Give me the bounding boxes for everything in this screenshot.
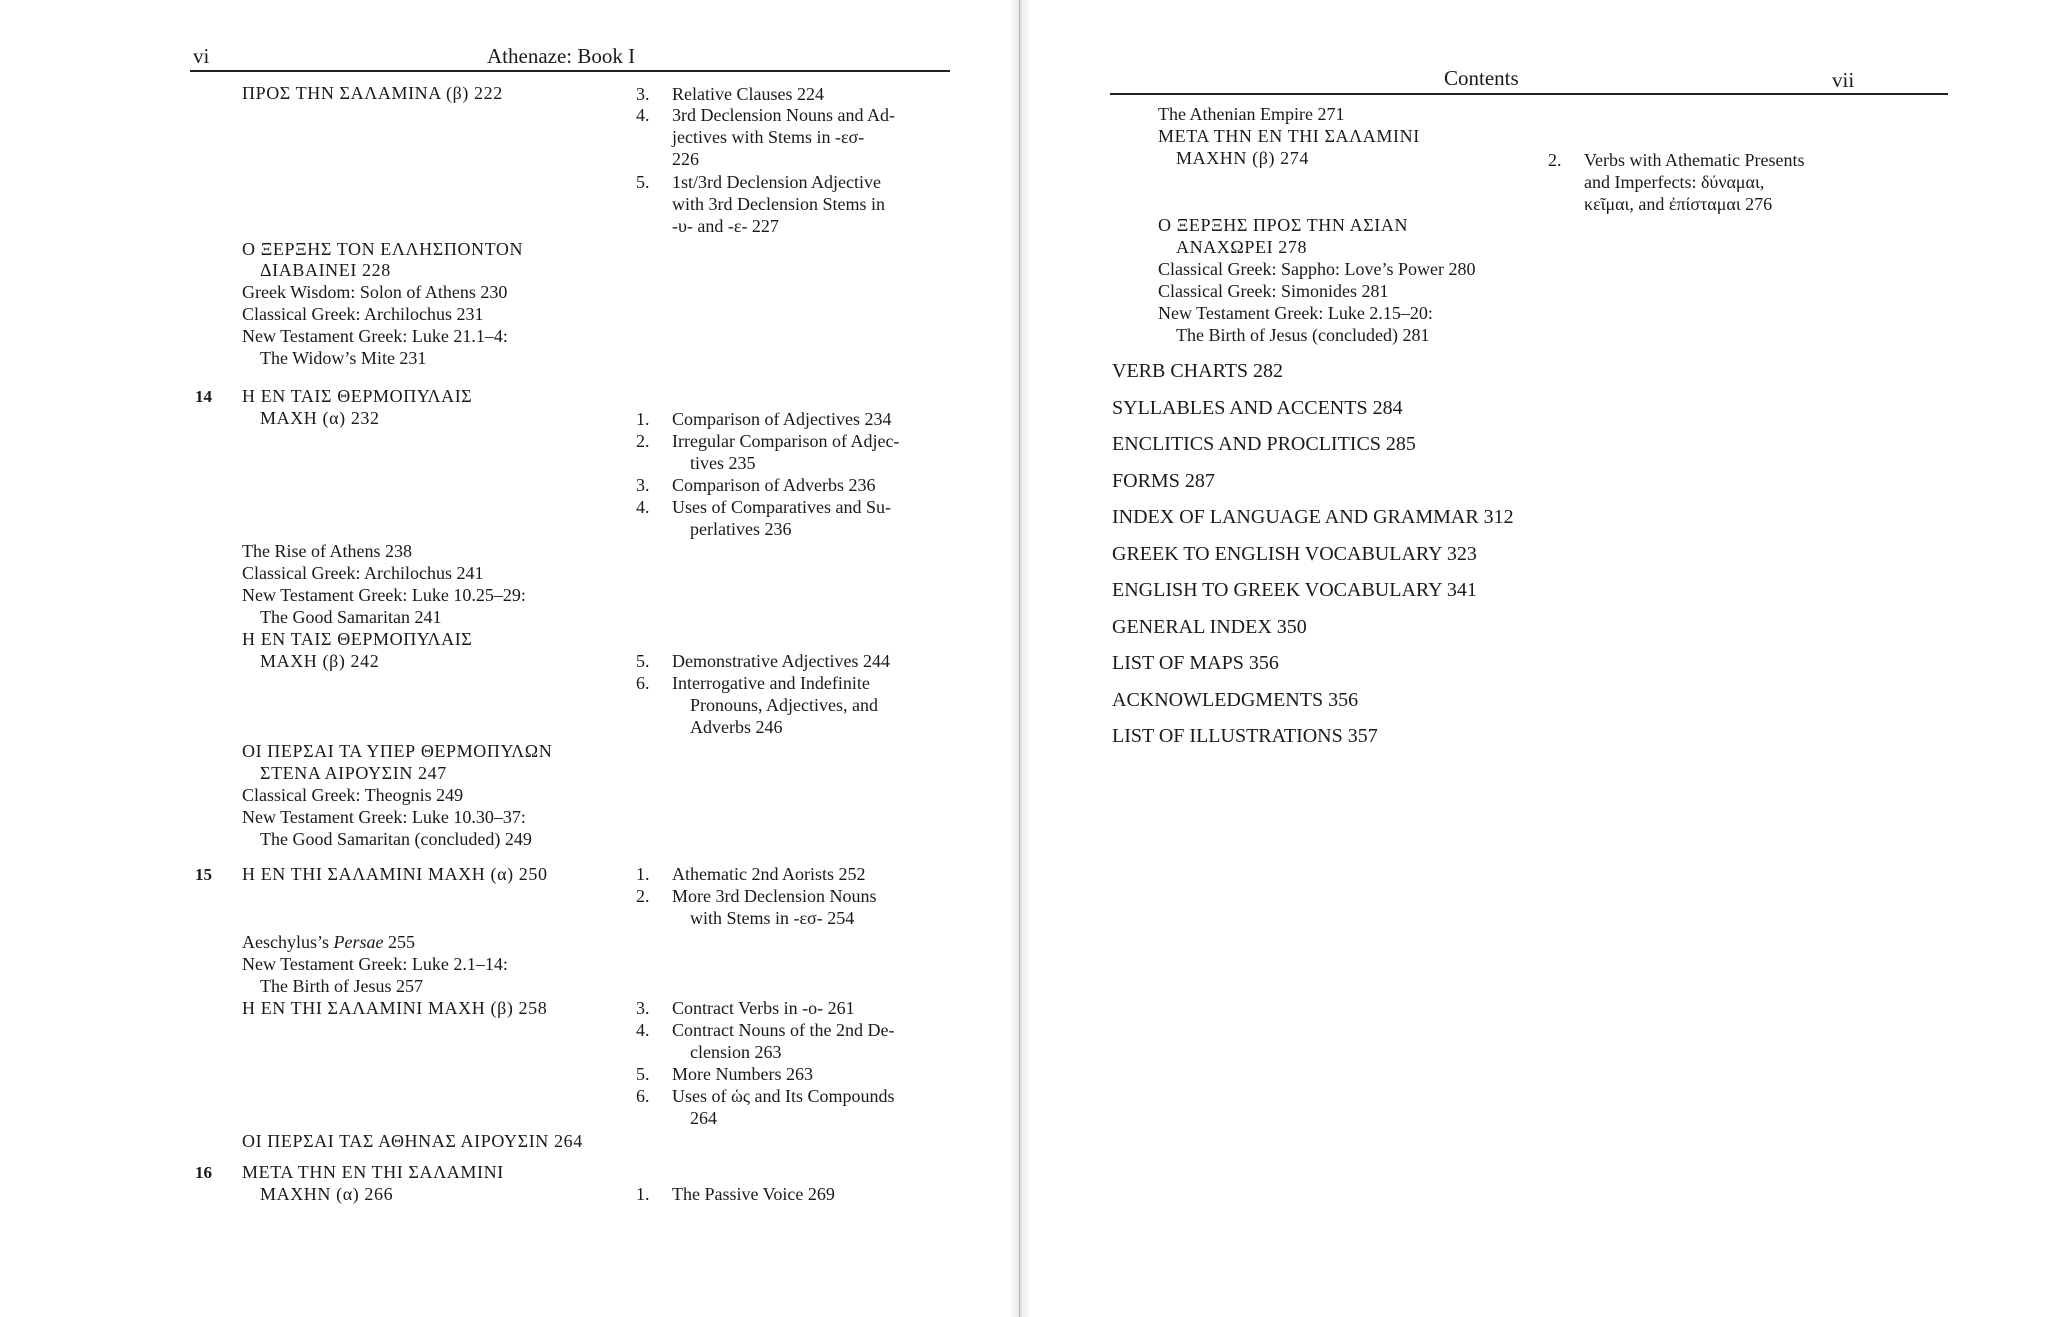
toc-entry: Greek Wisdom: Solon of Athens 230 [242, 282, 508, 302]
toc-entry: Classical Greek: Archilochus 241 [242, 563, 484, 583]
toc-entry: The Birth of Jesus (concluded) 281 [1176, 325, 1430, 345]
toc-entry: ΣΤΕΝΑ ΑΙΡΟΥΣΙΝ 247 [260, 763, 447, 783]
toc-entry: ΜΕΤΑ ΤΗΝ ΕΝ ΤΗΙ ΣΑΛΑΜΙΝΙ [242, 1162, 504, 1182]
toc-entry: The Rise of Athens 238 [242, 541, 412, 561]
grammar-entry: 4. Uses of Comparatives and Su- [636, 497, 891, 517]
back-matter-greek-english: GREEK TO ENGLISH VOCABULARY 323 [1112, 543, 1477, 565]
toc-entry: ΜΕΤΑ ΤΗΝ ΕΝ ΤΗΙ ΣΑΛΑΜΙΝΙ [1158, 126, 1420, 146]
grammar-entry: 2. Irregular Comparison of Adjec- [636, 431, 900, 451]
toc-entry: ΔΙΑΒΑΙΝΕΙ 228 [260, 260, 391, 280]
toc-entry: ΟΙ ΠΕΡΣΑΙ ΤΑ ΥΠΕΡ ΘΕΡΜΟΠΥΛΩΝ [242, 741, 553, 761]
toc-entry: Classical Greek: Simonides 281 [1158, 281, 1389, 301]
toc-entry: Η ΕΝ ΤΑΙΣ ΘΕΡΜΟΠΥΛΑΙΣ [242, 629, 473, 649]
grammar-entry: 1. Athematic 2nd Aorists 252 [636, 864, 866, 884]
grammar-entry: 3. Relative Clauses 224 [636, 84, 824, 104]
grammar-entry: 6. Uses of ὡς and Its Compounds [636, 1086, 895, 1106]
back-matter-acknowledgments: ACKNOWLEDGMENTS 356 [1112, 689, 1359, 711]
chapter-number-16: 16 [195, 1163, 212, 1182]
back-matter-syllables-accents: SYLLABLES AND ACCENTS 284 [1112, 397, 1403, 419]
toc-entry: Η ΕΝ ΤΑΙΣ ΘΕΡΜΟΠΥΛΑΙΣ [242, 386, 473, 406]
grammar-entry: 5. More Numbers 263 [636, 1064, 813, 1084]
page-number-vi: vi [193, 44, 210, 68]
book-gutter [1010, 0, 1030, 1317]
grammar-entry-line: jectives with Stems in -εσ- [672, 127, 865, 147]
toc-entry: ΜΑΧΗ (β) 242 [260, 651, 380, 671]
back-matter-enclitics: ENCLITICS AND PROCLITICS 285 [1112, 433, 1416, 455]
toc-entry: Η ΕΝ ΤΗΙ ΣΑΛΑΜΙΝΙ ΜΑΧΗ (α) 250 [242, 864, 548, 884]
grammar-entry: 1. The Passive Voice 269 [636, 1184, 835, 1204]
toc-entry-text: Aeschylus’s [242, 932, 334, 952]
grammar-entry-line: clension 263 [690, 1042, 782, 1062]
left-page [0, 0, 1010, 1317]
toc-entry: The Birth of Jesus 257 [260, 976, 423, 996]
grammar-entry-line: Adverbs 246 [690, 717, 783, 737]
grammar-entry: 3. Comparison of Adverbs 236 [636, 475, 876, 495]
grammar-entry-line: κεῖμαι, and ἐπίσταμαι 276 [1584, 194, 1773, 214]
toc-entry: ΜΑΧΗΝ (β) 274 [1176, 148, 1309, 168]
toc-entry: Η ΕΝ ΤΗΙ ΣΑΛΑΜΙΝΙ ΜΑΧΗ (β) 258 [242, 998, 548, 1018]
toc-entry: Ο ΞΕΡΞΗΣ ΠΡΟΣ ΤΗΝ ΑΣΙΑΝ [1158, 215, 1409, 235]
toc-entry: New Testament Greek: Luke 10.30–37: [242, 807, 526, 827]
grammar-entry-line: with 3rd Declension Stems in [672, 194, 885, 214]
grammar-entry-line: tives 235 [690, 453, 756, 473]
grammar-entry: 2. Verbs with Athematic Presents [1548, 150, 1805, 170]
back-matter-verb-charts: VERB CHARTS 282 [1112, 360, 1284, 382]
back-matter-general-index: GENERAL INDEX 350 [1112, 616, 1307, 638]
grammar-entry: 4. 3rd Declension Nouns and Ad- [636, 105, 895, 125]
running-head-left: Athenaze: Book I [487, 44, 636, 68]
toc-entry: Classical Greek: Archilochus 231 [242, 304, 484, 324]
back-matter-index-language: INDEX OF LANGUAGE AND GRAMMAR 312 [1112, 506, 1514, 528]
toc-entry: New Testament Greek: Luke 2.15–20: [1158, 303, 1433, 323]
grammar-entry: 2. More 3rd Declension Nouns [636, 886, 877, 906]
grammar-entry: 6. Interrogative and Indefinite [636, 673, 870, 693]
grammar-entry: 5. 1st/3rd Declension Adjective [636, 172, 881, 192]
running-head-right: Contents [1444, 66, 1519, 90]
page-number-vii: vii [1832, 68, 1855, 92]
grammar-entry-line: 226 [672, 149, 699, 169]
toc-entry: Ο ΞΕΡΞΗΣ ΤΟΝ ΕΛΛΗΣΠΟΝΤΟΝ [242, 239, 524, 259]
toc-entry-italic: Persae [333, 932, 384, 952]
back-matter-english-greek: ENGLISH TO GREEK VOCABULARY 341 [1112, 579, 1477, 601]
toc-entry: ΜΑΧΗ (α) 232 [260, 408, 380, 428]
toc-entry: Classical Greek: Sappho: Love’s Power 280 [1158, 259, 1476, 279]
grammar-entry-line: 264 [690, 1108, 717, 1128]
header-rule-left [190, 70, 950, 72]
toc-entry: ΟΙ ΠΕΡΣΑΙ ΤΑΣ ΑΘΗΝΑΣ ΑΙΡΟΥΣΙΝ 264 [242, 1131, 583, 1151]
back-matter-list-of-maps: LIST OF MAPS 356 [1112, 652, 1279, 674]
grammar-entry-line: and Imperfects: δύναμαι, [1584, 172, 1765, 192]
grammar-entry-line: with Stems in -εσ- 254 [690, 908, 855, 928]
toc-entry: ΠΡΟΣ ΤΗΝ ΣΑΛΑΜΙΝΑ (β) 222 [242, 83, 503, 103]
toc-entry: The Good Samaritan 241 [260, 607, 442, 627]
toc-entry: New Testament Greek: Luke 2.1–14: [242, 954, 508, 974]
grammar-entry: 3. Contract Verbs in -ο- 261 [636, 998, 855, 1018]
toc-entry [242, 931, 415, 953]
chapter-number-15: 15 [195, 865, 212, 884]
toc-entry: Classical Greek: Theognis 249 [242, 785, 464, 805]
grammar-entry-line: perlatives 236 [690, 519, 792, 539]
grammar-entry-line: Pronouns, Adjectives, and [690, 695, 878, 715]
right-page [1030, 0, 2048, 1317]
toc-entry: New Testament Greek: Luke 10.25–29: [242, 585, 526, 605]
toc-entry: The Good Samaritan (concluded) 249 [260, 829, 532, 849]
grammar-entry: 5. Demonstrative Adjectives 244 [636, 651, 890, 671]
grammar-entry: 1. Comparison of Adjectives 234 [636, 409, 892, 429]
toc-entry: ΜΑΧΗΝ (α) 266 [260, 1184, 394, 1204]
toc-entry: ΑΝΑΧΩΡΕΙ 278 [1176, 237, 1308, 257]
toc-entry: New Testament Greek: Luke 21.1–4: [242, 326, 508, 346]
header-rule-right [1110, 93, 1948, 95]
back-matter-list-of-illustrations: LIST OF ILLUSTRATIONS 357 [1112, 725, 1378, 747]
toc-entry: The Widow’s Mite 231 [260, 348, 427, 368]
chapter-number-14: 14 [195, 387, 212, 406]
back-matter-forms: FORMS 287 [1112, 470, 1215, 492]
grammar-entry: 4. Contract Nouns of the 2nd De- [636, 1020, 895, 1040]
grammar-entry-line: -υ- and -ε- 227 [672, 216, 779, 236]
toc-entry: The Athenian Empire 271 [1158, 104, 1345, 124]
toc-entry-page: 255 [383, 932, 415, 952]
